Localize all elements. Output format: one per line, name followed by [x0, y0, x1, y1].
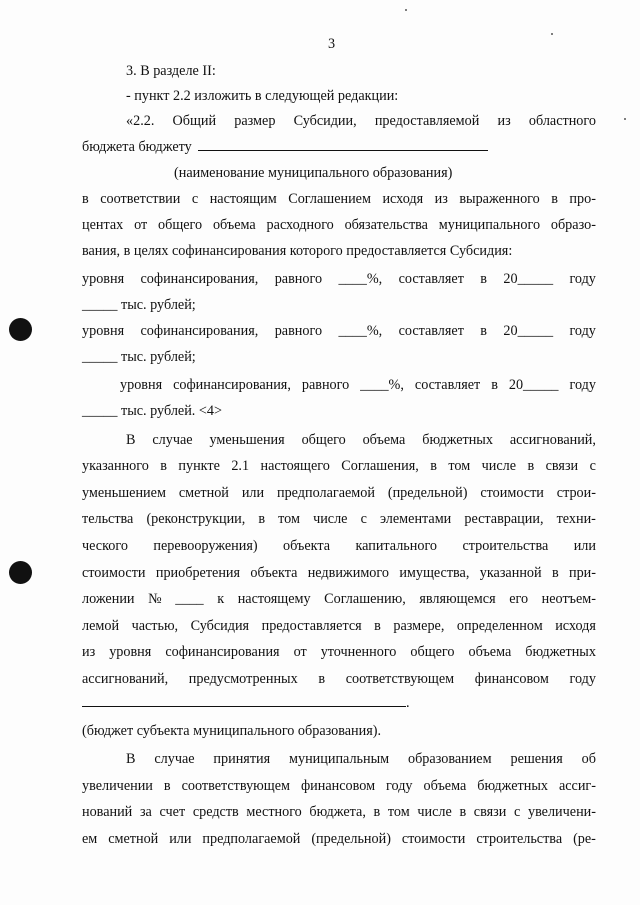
word: числе [417, 804, 452, 820]
word: от [293, 644, 307, 660]
blank-field-municipality[interactable] [198, 138, 488, 151]
word: 20_____ [503, 323, 554, 339]
word: строи- [556, 485, 596, 501]
word: строительства [476, 831, 563, 847]
word: с [360, 511, 367, 527]
word: году [569, 671, 596, 687]
body-line: _____ тыс. рублей; [82, 297, 196, 313]
word: общего [158, 217, 203, 233]
word: исходя [382, 191, 424, 207]
field-caption: (наименование муниципального образования) [174, 165, 453, 181]
word: том [387, 804, 410, 820]
word: за [139, 804, 152, 820]
body-line [82, 694, 410, 712]
word: (предельной) [311, 831, 391, 847]
word: объема [362, 432, 406, 448]
word: объекта [283, 538, 330, 554]
word: стоимости [82, 565, 146, 581]
word: реставрации, [464, 511, 544, 527]
word: принятия [213, 751, 271, 767]
body-line [82, 270, 596, 288]
word: техни- [556, 511, 596, 527]
word: В [126, 432, 136, 448]
word: центах [82, 217, 124, 233]
word: обязательства [344, 217, 428, 233]
word: указанной [479, 565, 542, 581]
body-line [82, 484, 596, 502]
word: равного [274, 271, 323, 287]
word: или [169, 831, 192, 847]
word: 20_____ [503, 271, 554, 287]
word: размер [234, 113, 276, 129]
word: ассигнований, [82, 671, 169, 687]
word: равного [274, 323, 323, 339]
word: решения [510, 751, 563, 767]
word: настоящему [237, 591, 311, 607]
body-line [82, 617, 596, 635]
word: составляет [414, 377, 481, 393]
body-line: _____ тыс. рублей. <4> [82, 403, 222, 419]
scan-speck [624, 118, 626, 120]
word: из [434, 191, 448, 207]
word: про- [569, 191, 596, 207]
body-line [82, 322, 596, 340]
word: или [573, 538, 596, 554]
body-line [82, 510, 596, 528]
word: строительства [462, 538, 549, 554]
word: выраженного [459, 191, 540, 207]
word: общего [301, 432, 346, 448]
word: уровня [120, 377, 163, 393]
word: «2.2. [126, 113, 155, 129]
word: финансовом [300, 778, 376, 794]
word: в [491, 377, 498, 393]
body-line [82, 138, 488, 156]
word: образованием [408, 751, 492, 767]
word: составляет [398, 271, 464, 287]
word: Общий [172, 113, 217, 129]
word: размере, [393, 618, 445, 634]
word: из [497, 113, 511, 129]
word: ____%, [360, 377, 404, 393]
word: уменьшением [82, 485, 166, 501]
word: исходя [555, 618, 596, 634]
line-text: бюджета бюджету [82, 139, 192, 155]
word: в [258, 511, 266, 527]
word: неотъем- [541, 591, 596, 607]
body-line [82, 190, 596, 208]
word: предполагаемой [276, 485, 375, 501]
word: числе [481, 458, 517, 474]
word: году [569, 377, 596, 393]
word: софинансирования, [140, 271, 259, 287]
word: сметной [178, 485, 229, 501]
word: увеличени- [527, 804, 596, 820]
word: уточненного [320, 644, 397, 660]
word: финансовом [474, 671, 549, 687]
word: ассиг- [558, 778, 596, 794]
word: к [217, 591, 225, 607]
word: Субсидии, [293, 113, 357, 129]
word: бюджетных [525, 644, 596, 660]
section-heading: 3. В разделе II: [126, 63, 216, 79]
word: связи [473, 804, 507, 820]
word: составляет [398, 323, 464, 339]
word: связи [545, 458, 579, 474]
body-line [82, 670, 596, 688]
body-line [82, 216, 596, 234]
instruction-line: - пункт 2.2 изложить в следующей редакции: [126, 88, 399, 104]
word: (реконструкции, [146, 511, 246, 527]
word: году [386, 778, 413, 794]
body-line [82, 777, 596, 795]
word: областного [528, 113, 596, 129]
word: определенном [456, 618, 543, 634]
word: при- [568, 565, 596, 581]
word: объема [423, 778, 467, 794]
word: ____%, [338, 323, 383, 339]
word: указанного [82, 458, 149, 474]
word: году [569, 323, 596, 339]
word: с [514, 804, 521, 820]
word: стоимости [401, 831, 466, 847]
word: бюджета, [309, 804, 366, 820]
word: объема [468, 644, 512, 660]
body-line [126, 431, 596, 449]
word: в [163, 778, 171, 794]
word: софинансирования, [140, 323, 259, 339]
word: (предельной) [387, 485, 468, 501]
word: образо- [550, 217, 596, 233]
word: соответствующем [181, 778, 290, 794]
body-line [82, 457, 596, 475]
word: в [527, 458, 535, 474]
word: являющемся [419, 591, 496, 607]
word: предоставляемой [374, 113, 480, 129]
word: муниципальным [289, 751, 390, 767]
body-line [82, 564, 596, 582]
word: Соглашением [288, 191, 371, 207]
word: объема [212, 217, 256, 233]
word: № [148, 591, 162, 607]
word: предполагаемой [202, 831, 301, 847]
word: в [374, 618, 381, 634]
word: пункте [178, 458, 220, 474]
word: году [569, 271, 596, 287]
word: или [241, 485, 265, 501]
word: нований [82, 804, 133, 820]
word: в [160, 458, 167, 474]
word: соответствующем [345, 671, 455, 687]
word: Соглашению, [324, 591, 406, 607]
word: в [373, 804, 381, 820]
word: элементами [379, 511, 452, 527]
body-line [82, 643, 596, 661]
word: в [82, 191, 89, 207]
word: с [191, 191, 199, 207]
word: числе [313, 511, 348, 527]
word: случае [154, 751, 195, 767]
scan-speck [405, 9, 407, 11]
word: имущества, [399, 565, 470, 581]
body-line: вания, в целях софинансирования которого предоставляется Субсидия: [82, 243, 513, 259]
word: ложении [82, 591, 135, 607]
word: общего [410, 644, 455, 660]
word: уровня [82, 323, 125, 339]
word: софинансирования, [173, 377, 291, 393]
word: уровня [82, 271, 125, 287]
body-line [126, 112, 596, 130]
word: приобретения [155, 565, 241, 581]
word: перевооружения) [153, 538, 258, 554]
scan-speck [551, 33, 553, 35]
word: в [551, 191, 558, 207]
word: в [430, 458, 437, 474]
word: софинансирования [165, 644, 280, 660]
word: объекта [250, 565, 298, 581]
word: стоимости [480, 485, 544, 501]
word: равного [301, 377, 350, 393]
blank-field-budget[interactable] [82, 694, 406, 707]
word: уровня [109, 644, 152, 660]
body-line [120, 376, 596, 394]
word: ____ [175, 591, 204, 607]
word: ассигнований, [509, 432, 596, 448]
word: Субсидия [190, 618, 250, 634]
line-text: . [406, 695, 410, 711]
word: сметной [108, 831, 159, 847]
word: местного [246, 804, 302, 820]
word: ческого [82, 538, 128, 554]
word: соответствии [100, 191, 181, 207]
word: бюджетных [422, 432, 493, 448]
body-line [126, 750, 596, 768]
word: ____%, [338, 271, 383, 287]
word: настоящего [260, 458, 330, 474]
body-line: _____ тыс. рублей; [82, 349, 196, 365]
word: Соглашения, [341, 458, 419, 474]
binder-hole-top [9, 318, 32, 341]
word: недвижимого [307, 565, 389, 581]
word: его [509, 591, 529, 607]
binder-hole-bottom [9, 561, 32, 584]
word: лемой [82, 618, 120, 634]
word: капитального [355, 538, 438, 554]
word: частью, [131, 618, 179, 634]
word: в [459, 804, 467, 820]
word: настоящим [209, 191, 277, 207]
word: том [448, 458, 471, 474]
page-number: 3 [328, 36, 336, 52]
word: В [126, 751, 136, 767]
word: тельства [82, 511, 134, 527]
word: предоставляется [261, 618, 362, 634]
word: расходного [266, 217, 334, 233]
word: счет [159, 804, 186, 820]
word: бюджетных [477, 778, 548, 794]
word: 20_____ [508, 377, 559, 393]
body-line [82, 537, 596, 555]
word: в [318, 671, 326, 687]
body-line [82, 830, 596, 848]
word: в [551, 565, 559, 581]
word: средств [192, 804, 239, 820]
word: от [134, 217, 148, 233]
word: 2.1 [231, 458, 250, 474]
word: из [82, 644, 96, 660]
body-line [82, 590, 596, 608]
word: случае [152, 432, 193, 448]
word: об [581, 751, 596, 767]
word: том [278, 511, 300, 527]
word: муниципального [438, 217, 541, 233]
word: в [480, 271, 487, 287]
body-line [82, 803, 596, 821]
field-caption: (бюджет субъекта муниципального образования). [82, 723, 382, 739]
word: с [589, 458, 596, 474]
word: в [480, 323, 487, 339]
word: ем [82, 831, 98, 847]
word: (ре- [573, 831, 596, 847]
word: предусмотренных [188, 671, 298, 687]
word: уменьшения [209, 432, 285, 448]
word: увеличении [82, 778, 153, 794]
